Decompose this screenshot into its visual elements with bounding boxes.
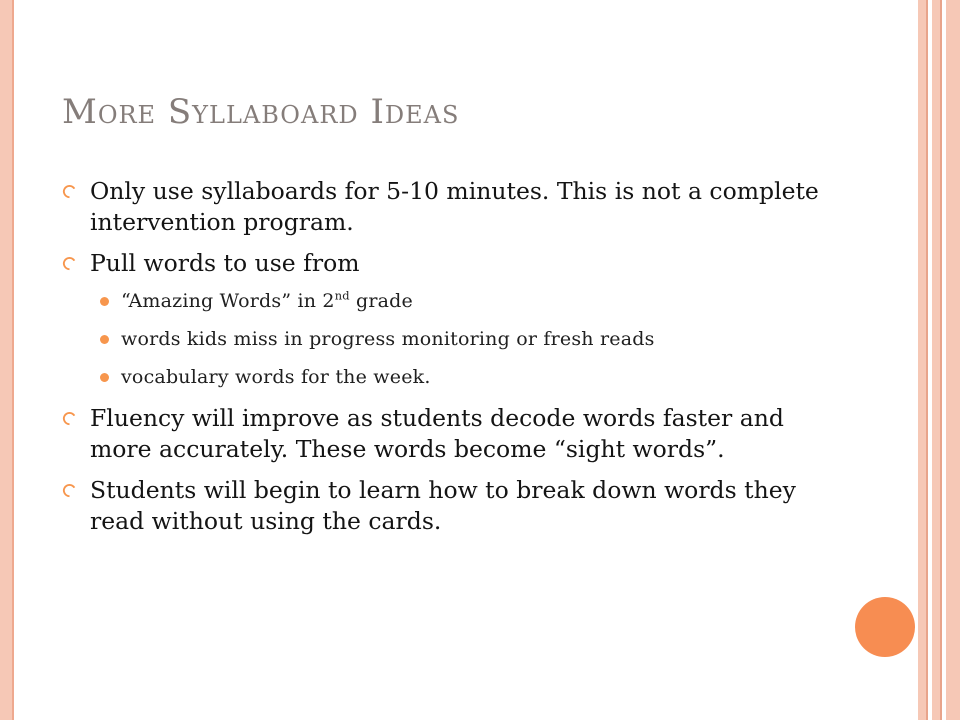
left-frame-border xyxy=(0,0,12,720)
sub-bullet-list xyxy=(62,289,842,389)
sub-bullet-text: vocabulary words for the week. xyxy=(121,366,431,388)
bullet-text: Fluency will improve as students decode words faster and more accurately. These words become “sight words”. xyxy=(90,404,784,463)
sub-bullet-text-end: grade xyxy=(349,290,413,312)
bullet-item xyxy=(62,176,842,238)
bullet-text: Only use syllaboards for 5-10 minutes. This is not a complete intervention program. xyxy=(90,177,819,236)
left-frame-line xyxy=(12,0,14,720)
sub-bullet-text: “Amazing Words” in 2 xyxy=(121,290,335,312)
sub-bullet-item xyxy=(62,365,842,389)
ordinal-suffix: nd xyxy=(334,288,350,303)
sub-bullet-dot-icon xyxy=(100,373,109,382)
decorative-circle xyxy=(855,597,915,657)
slide-title: More Syllaboard Ideas xyxy=(62,92,460,132)
right-stripe xyxy=(932,0,940,720)
bullet-item xyxy=(62,475,842,537)
bullet-marker-icon xyxy=(62,483,77,498)
bullet-item xyxy=(62,403,842,465)
bullet-marker-icon xyxy=(62,256,77,271)
bullet-marker-icon xyxy=(62,411,77,426)
sub-bullet-dot-icon xyxy=(100,297,109,306)
sub-bullet-item xyxy=(62,327,842,351)
bullet-item xyxy=(62,248,842,279)
sub-bullet-dot-icon xyxy=(100,335,109,344)
bullet-marker-icon xyxy=(62,184,77,199)
sub-bullet-text: words kids miss in progress monitoring or fresh reads xyxy=(121,328,655,350)
bullet-text: Pull words to use from xyxy=(90,249,360,277)
slide-content xyxy=(62,176,842,547)
right-stripe xyxy=(918,0,926,720)
bullet-text: Students will begin to learn how to break down words they read without using the cards. xyxy=(90,476,796,535)
sub-bullet-item xyxy=(62,289,842,313)
right-stripe xyxy=(946,0,960,720)
